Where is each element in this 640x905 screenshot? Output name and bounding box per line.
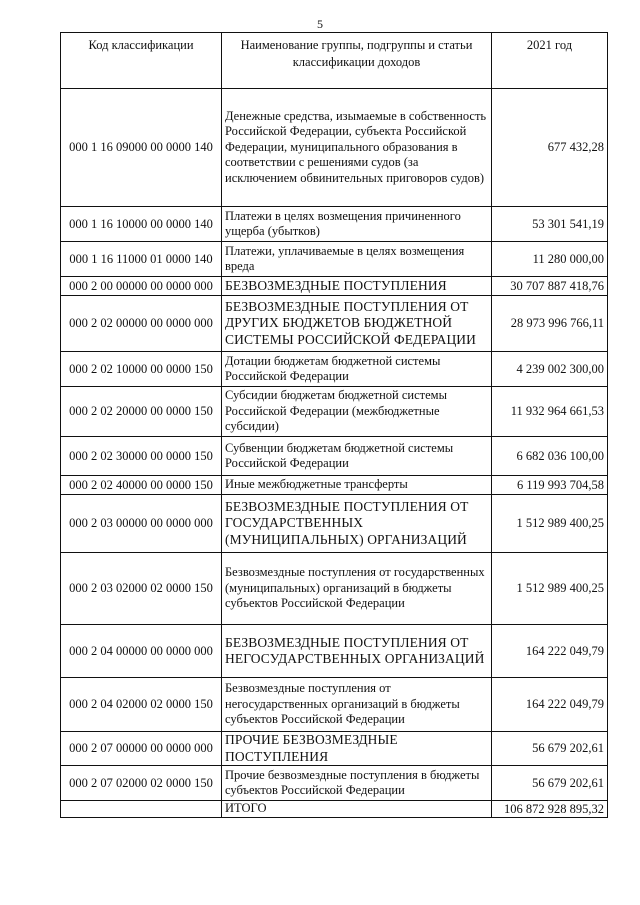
row-name: ПРОЧИЕ БЕЗВОЗМЕЗДНЫЕ ПОСТУПЛЕНИЯ bbox=[222, 732, 492, 766]
row-name: БЕЗВОЗМЕЗДНЫЕ ПОСТУПЛЕНИЯ ОТ ДРУГИХ БЮДЖЕТОВ БЮДЖЕТНОЙ СИСТЕМЫ РОССИЙСКОЙ ФЕДЕРАЦИИ bbox=[222, 296, 492, 352]
row-code: 000 2 02 10000 00 0000 150 bbox=[61, 352, 222, 387]
row-code: 000 2 02 20000 00 0000 150 bbox=[61, 387, 222, 437]
row-code: 000 2 03 00000 00 0000 000 bbox=[61, 495, 222, 553]
row-code: 000 1 16 11000 01 0000 140 bbox=[61, 242, 222, 277]
row-name: БЕЗВОЗМЕЗДНЫЕ ПОСТУПЛЕНИЯ ОТ ГОСУДАРСТВЕННЫХ (МУНИЦИПАЛЬНЫХ) ОРГАНИЗАЦИЙ bbox=[222, 495, 492, 553]
row-name: Дотации бюджетам бюджетной системы Российской Федерации bbox=[222, 352, 492, 387]
table-row bbox=[61, 296, 608, 352]
page-number: 5 bbox=[317, 17, 323, 31]
row-code: 000 1 16 10000 00 0000 140 bbox=[61, 207, 222, 242]
table-row bbox=[61, 732, 608, 766]
row-name: Денежные средства, изымаемые в собственность Российской Федерации, субъекта Российской Федерации, муниципального образования в соответствии с решениями судов (за исключением обвинительных приговоров судов) bbox=[222, 89, 492, 207]
table-row bbox=[61, 495, 608, 553]
row-value: 6 119 993 704,58 bbox=[492, 476, 608, 495]
total-value: 106 872 928 895,32 bbox=[492, 801, 608, 818]
row-value: 11 280 000,00 bbox=[492, 242, 608, 277]
row-name: Безвозмездные поступления от государственных (муниципальных) организаций в бюджеты субъектов Российской Федерации bbox=[222, 553, 492, 625]
row-name: БЕЗВОЗМЕЗДНЫЕ ПОСТУПЛЕНИЯ ОТ НЕГОСУДАРСТВЕННЫХ ОРГАНИЗАЦИЙ bbox=[222, 625, 492, 678]
row-value: 164 222 049,79 bbox=[492, 625, 608, 678]
row-code: 000 2 03 02000 02 0000 150 bbox=[61, 553, 222, 625]
row-name: Безвозмездные поступления от негосударственных организаций в бюджеты субъектов Российской Федерации bbox=[222, 678, 492, 732]
row-name: Платежи в целях возмещения причиненного ущерба (убытков) bbox=[222, 207, 492, 242]
row-value: 677 432,28 bbox=[492, 89, 608, 207]
table-row bbox=[61, 277, 608, 296]
row-code: 000 2 04 02000 02 0000 150 bbox=[61, 678, 222, 732]
table-row bbox=[61, 476, 608, 495]
total-label: ИТОГО bbox=[222, 801, 492, 818]
row-value: 56 679 202,61 bbox=[492, 732, 608, 766]
revenue-table bbox=[60, 32, 608, 818]
row-value: 30 707 887 418,76 bbox=[492, 277, 608, 296]
table-row bbox=[61, 387, 608, 437]
row-code: 000 2 07 02000 02 0000 150 bbox=[61, 766, 222, 801]
table-row bbox=[61, 625, 608, 678]
row-value: 1 512 989 400,25 bbox=[492, 553, 608, 625]
table-header-row bbox=[61, 33, 608, 89]
row-name: Субвенции бюджетам бюджетной системы Российской Федерации bbox=[222, 437, 492, 476]
table-row bbox=[61, 242, 608, 277]
table-row bbox=[61, 553, 608, 625]
row-value: 28 973 996 766,11 bbox=[492, 296, 608, 352]
row-value: 11 932 964 661,53 bbox=[492, 387, 608, 437]
table-row bbox=[61, 207, 608, 242]
row-name: Иные межбюджетные трансферты bbox=[222, 476, 492, 495]
table-row bbox=[61, 352, 608, 387]
table-row bbox=[61, 766, 608, 801]
row-value: 1 512 989 400,25 bbox=[492, 495, 608, 553]
row-value: 164 222 049,79 bbox=[492, 678, 608, 732]
header-year: 2021 год bbox=[492, 33, 608, 89]
row-name: Прочие безвозмездные поступления в бюджеты субъектов Российской Федерации bbox=[222, 766, 492, 801]
row-code: 000 2 04 00000 00 0000 000 bbox=[61, 625, 222, 678]
row-value: 53 301 541,19 bbox=[492, 207, 608, 242]
header-code: Код классификации bbox=[61, 33, 222, 89]
row-value: 6 682 036 100,00 bbox=[492, 437, 608, 476]
row-name: БЕЗВОЗМЕЗДНЫЕ ПОСТУПЛЕНИЯ bbox=[222, 277, 492, 296]
header-name: Наименование группы, подгруппы и статьи классификации доходов bbox=[222, 33, 492, 89]
row-code: 000 2 00 00000 00 0000 000 bbox=[61, 277, 222, 296]
row-code: 000 1 16 09000 00 0000 140 bbox=[61, 89, 222, 207]
row-value: 56 679 202,61 bbox=[492, 766, 608, 801]
row-name: Субсидии бюджетам бюджетной системы Российской Федерации (межбюджетные субсидии) bbox=[222, 387, 492, 437]
table-row bbox=[61, 678, 608, 732]
row-name: Платежи, уплачиваемые в целях возмещения вреда bbox=[222, 242, 492, 277]
table-row bbox=[61, 89, 608, 207]
table-row-total bbox=[61, 801, 608, 818]
row-code: 000 2 02 00000 00 0000 000 bbox=[61, 296, 222, 352]
row-value: 4 239 002 300,00 bbox=[492, 352, 608, 387]
row-code bbox=[61, 801, 222, 818]
table-row bbox=[61, 437, 608, 476]
row-code: 000 2 02 40000 00 0000 150 bbox=[61, 476, 222, 495]
row-code: 000 2 02 30000 00 0000 150 bbox=[61, 437, 222, 476]
row-code: 000 2 07 00000 00 0000 000 bbox=[61, 732, 222, 766]
